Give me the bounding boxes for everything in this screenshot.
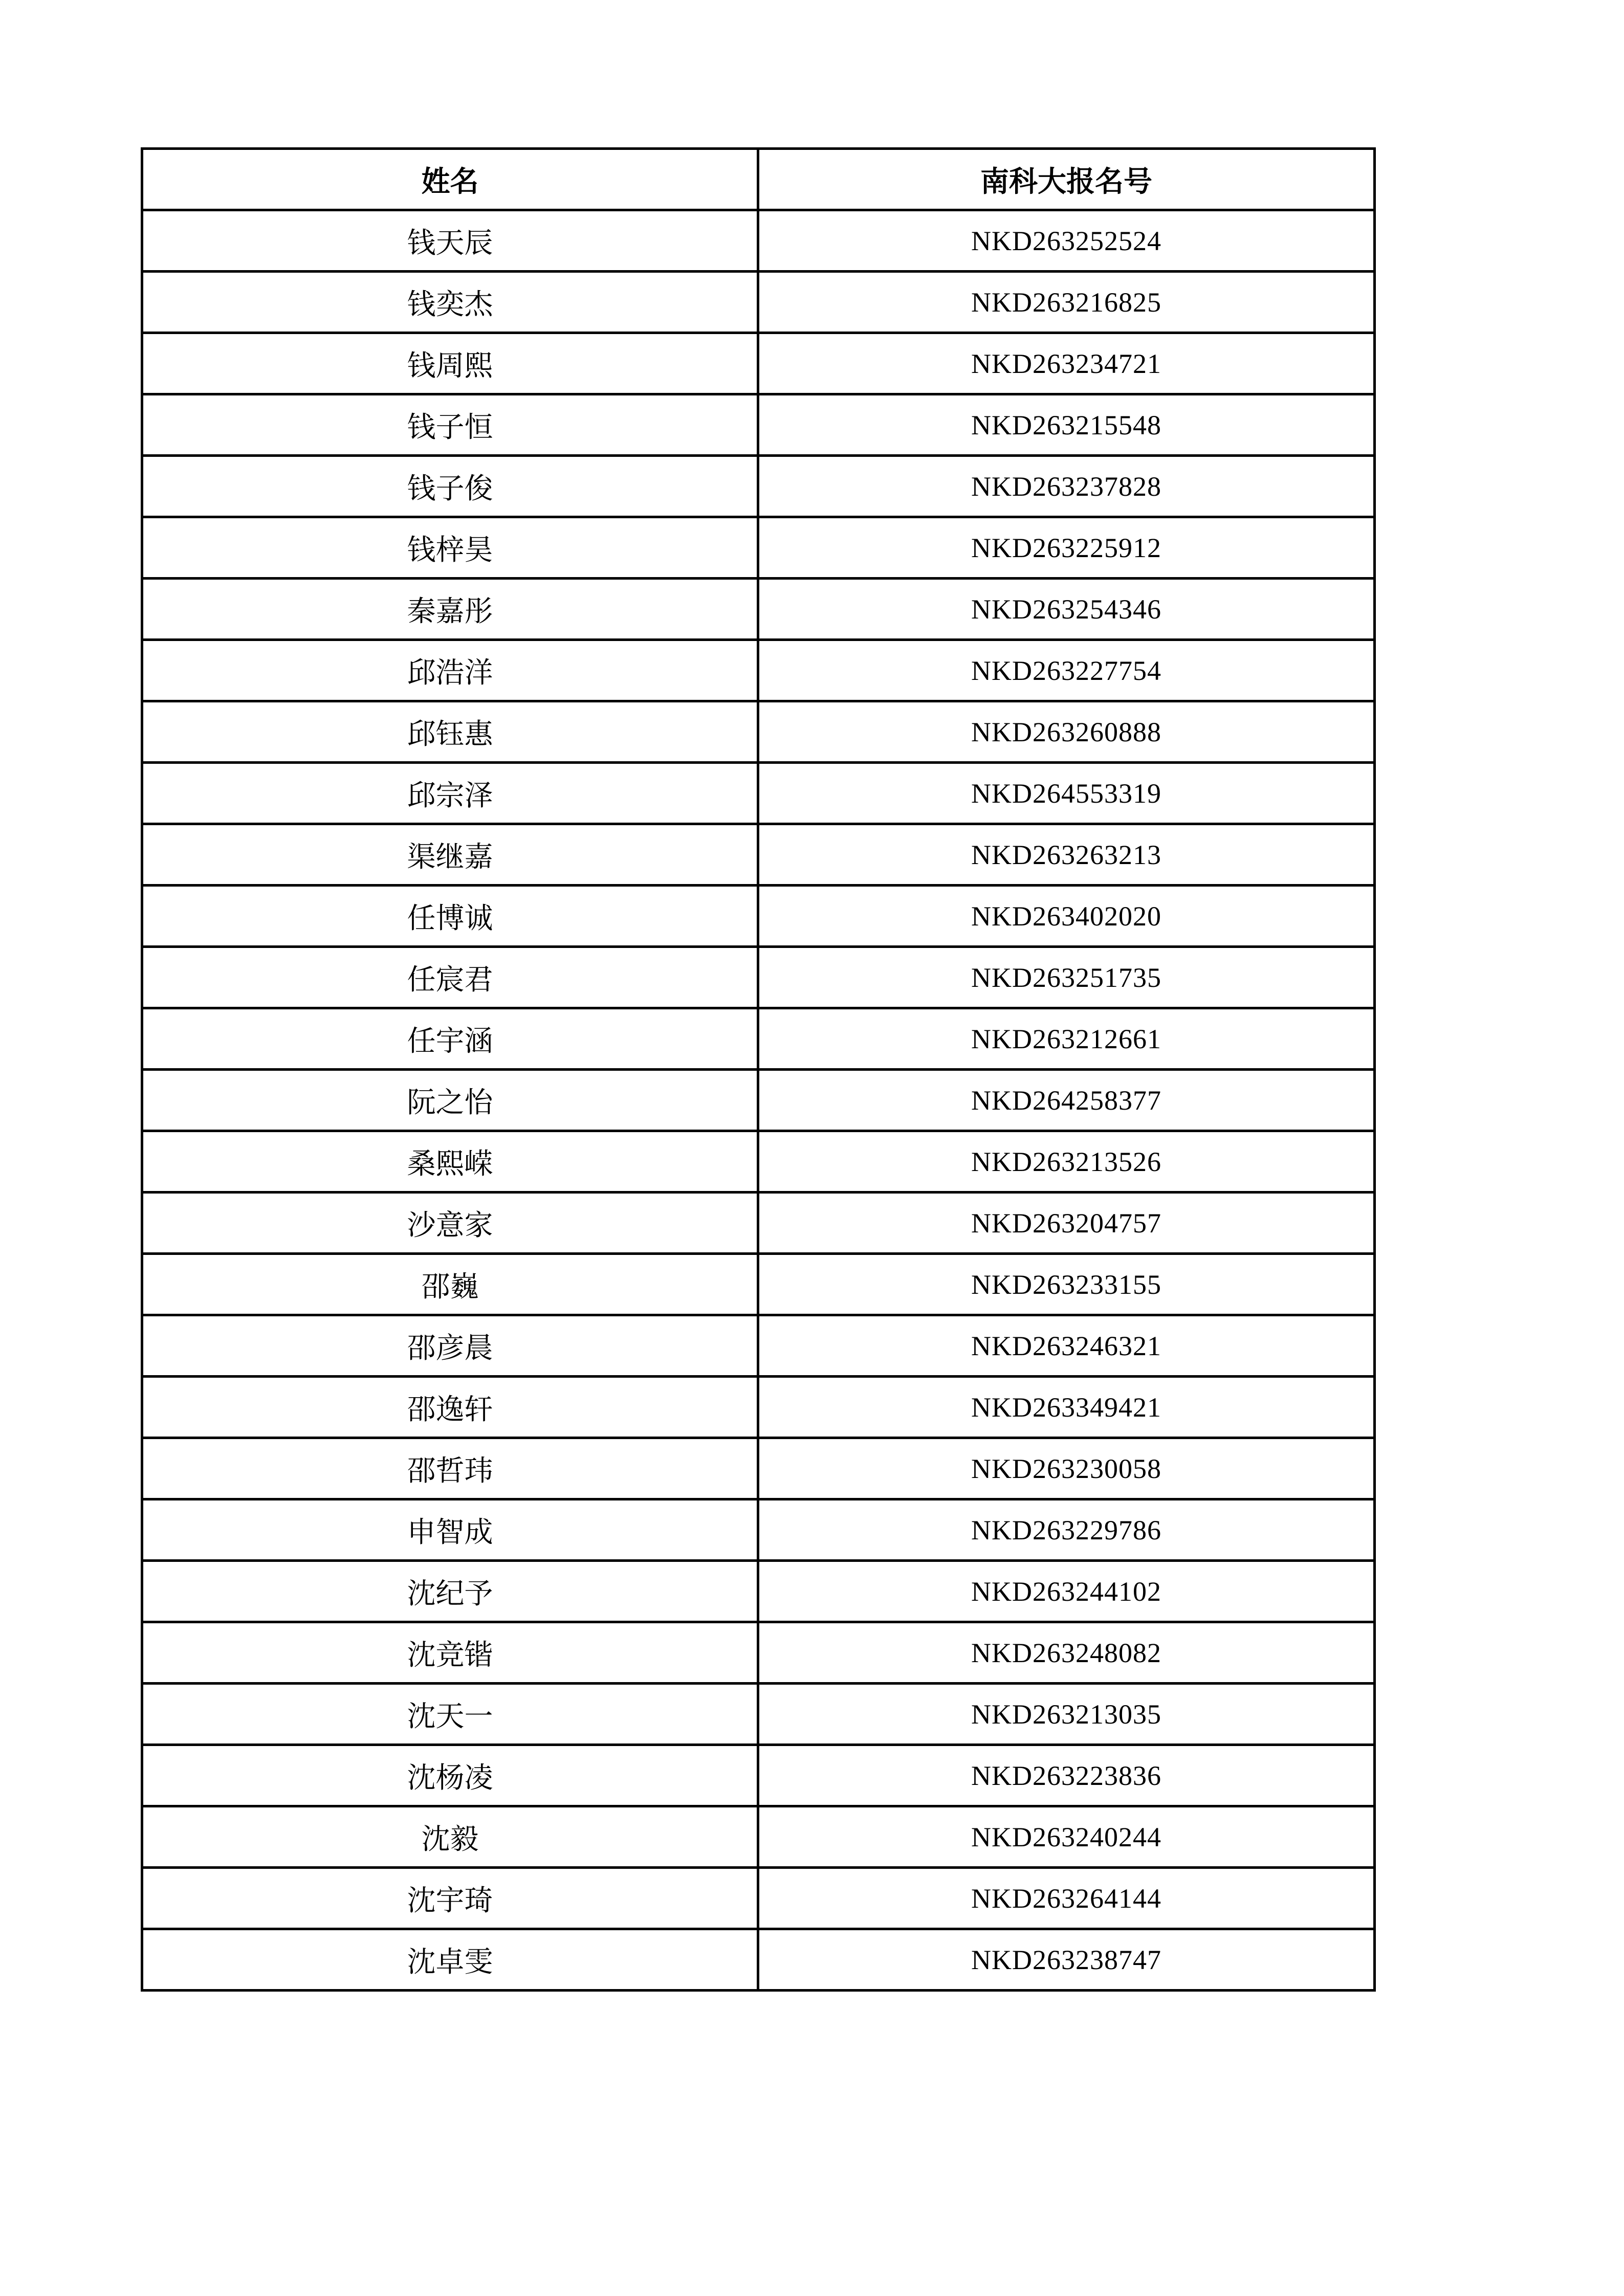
registration-number: NKD264258377 — [758, 1070, 1375, 1131]
registration-number: NKD264553319 — [758, 763, 1375, 824]
registration-number: NKD263246321 — [758, 1315, 1375, 1377]
applicant-name: 任宇涵 — [142, 1008, 758, 1070]
applicant-name: 任博诚 — [142, 886, 758, 947]
registration-number: NKD263251735 — [758, 947, 1375, 1008]
applicant-name: 沈纪予 — [142, 1561, 758, 1622]
registration-number: NKD263238747 — [758, 1929, 1375, 1991]
registration-number: NKD263225912 — [758, 517, 1375, 579]
table-row — [142, 886, 1375, 947]
applicant-name: 沈杨凌 — [142, 1745, 758, 1806]
registration-number: NKD263237828 — [758, 456, 1375, 517]
table-row — [142, 456, 1375, 517]
registration-number: NKD263223836 — [758, 1745, 1375, 1806]
table-row — [142, 1131, 1375, 1193]
registration-number: NKD263260888 — [758, 701, 1375, 763]
table-row — [142, 1070, 1375, 1131]
table-row — [142, 1868, 1375, 1929]
applicant-name: 钱梓昊 — [142, 517, 758, 579]
registration-number: NKD263252524 — [758, 210, 1375, 272]
applicant-name: 秦嘉彤 — [142, 579, 758, 640]
table-row — [142, 272, 1375, 333]
table-row — [142, 640, 1375, 701]
table-row — [142, 1254, 1375, 1315]
table-row — [142, 1315, 1375, 1377]
applicant-name: 沈天一 — [142, 1684, 758, 1745]
table-row — [142, 1745, 1375, 1806]
table-body — [142, 210, 1375, 1991]
registration-number: NKD263212661 — [758, 1008, 1375, 1070]
registration-number: NKD263234721 — [758, 333, 1375, 394]
table-row — [142, 824, 1375, 886]
registration-number: NKD263254346 — [758, 579, 1375, 640]
table-row — [142, 333, 1375, 394]
table-row — [142, 1193, 1375, 1254]
applicant-name: 钱周熙 — [142, 333, 758, 394]
table-row — [142, 1684, 1375, 1745]
table-row — [142, 579, 1375, 640]
table-row — [142, 1377, 1375, 1438]
applicant-name: 任宸君 — [142, 947, 758, 1008]
registration-number: NKD263240244 — [758, 1806, 1375, 1868]
table-row — [142, 1561, 1375, 1622]
registration-number: NKD263264144 — [758, 1868, 1375, 1929]
applicant-name: 钱奕杰 — [142, 272, 758, 333]
applicant-name: 邵哲玮 — [142, 1438, 758, 1499]
table-row — [142, 763, 1375, 824]
table-row — [142, 1438, 1375, 1499]
table-row — [142, 1008, 1375, 1070]
applicant-name: 渠继嘉 — [142, 824, 758, 886]
applicant-name: 申智成 — [142, 1499, 758, 1561]
registration-number: NKD263229786 — [758, 1499, 1375, 1561]
applicant-name: 邵巍 — [142, 1254, 758, 1315]
column-header-registration: 南科大报名号 — [758, 149, 1375, 210]
applicant-name: 桑熙嵘 — [142, 1131, 758, 1193]
registration-number: NKD263402020 — [758, 886, 1375, 947]
registration-number: NKD263213035 — [758, 1684, 1375, 1745]
table-row — [142, 1499, 1375, 1561]
applicant-name: 沈毅 — [142, 1806, 758, 1868]
applicant-name: 邱钰惠 — [142, 701, 758, 763]
table-header-row — [142, 149, 1375, 210]
registration-number: NKD263233155 — [758, 1254, 1375, 1315]
table-row — [142, 1622, 1375, 1684]
applicant-name: 邵彦晨 — [142, 1315, 758, 1377]
applicant-name: 邱浩洋 — [142, 640, 758, 701]
column-header-name: 姓名 — [142, 149, 758, 210]
registration-number: NKD263227754 — [758, 640, 1375, 701]
applicant-name: 钱天辰 — [142, 210, 758, 272]
registration-number: NKD263230058 — [758, 1438, 1375, 1499]
table-row — [142, 1929, 1375, 1991]
registration-number: NKD263216825 — [758, 272, 1375, 333]
registration-number: NKD263213526 — [758, 1131, 1375, 1193]
applicant-name: 邵逸轩 — [142, 1377, 758, 1438]
applicant-name: 沈卓雯 — [142, 1929, 758, 1991]
registration-number: NKD263215548 — [758, 394, 1375, 456]
applicant-name: 邱宗泽 — [142, 763, 758, 824]
applicant-name: 阮之怡 — [142, 1070, 758, 1131]
registration-number: NKD263349421 — [758, 1377, 1375, 1438]
applicant-name: 沈宇琦 — [142, 1868, 758, 1929]
table-row — [142, 1806, 1375, 1868]
applicant-name: 钱子恒 — [142, 394, 758, 456]
applicant-name: 钱子俊 — [142, 456, 758, 517]
applicant-table — [141, 147, 1376, 1992]
table-row — [142, 947, 1375, 1008]
registration-number: NKD263263213 — [758, 824, 1375, 886]
table-row — [142, 394, 1375, 456]
registration-number: NKD263248082 — [758, 1622, 1375, 1684]
applicant-name: 沙意家 — [142, 1193, 758, 1254]
table-row — [142, 210, 1375, 272]
table-row — [142, 517, 1375, 579]
registration-number: NKD263204757 — [758, 1193, 1375, 1254]
table-row — [142, 701, 1375, 763]
registration-number: NKD263244102 — [758, 1561, 1375, 1622]
applicant-name: 沈竞锴 — [142, 1622, 758, 1684]
